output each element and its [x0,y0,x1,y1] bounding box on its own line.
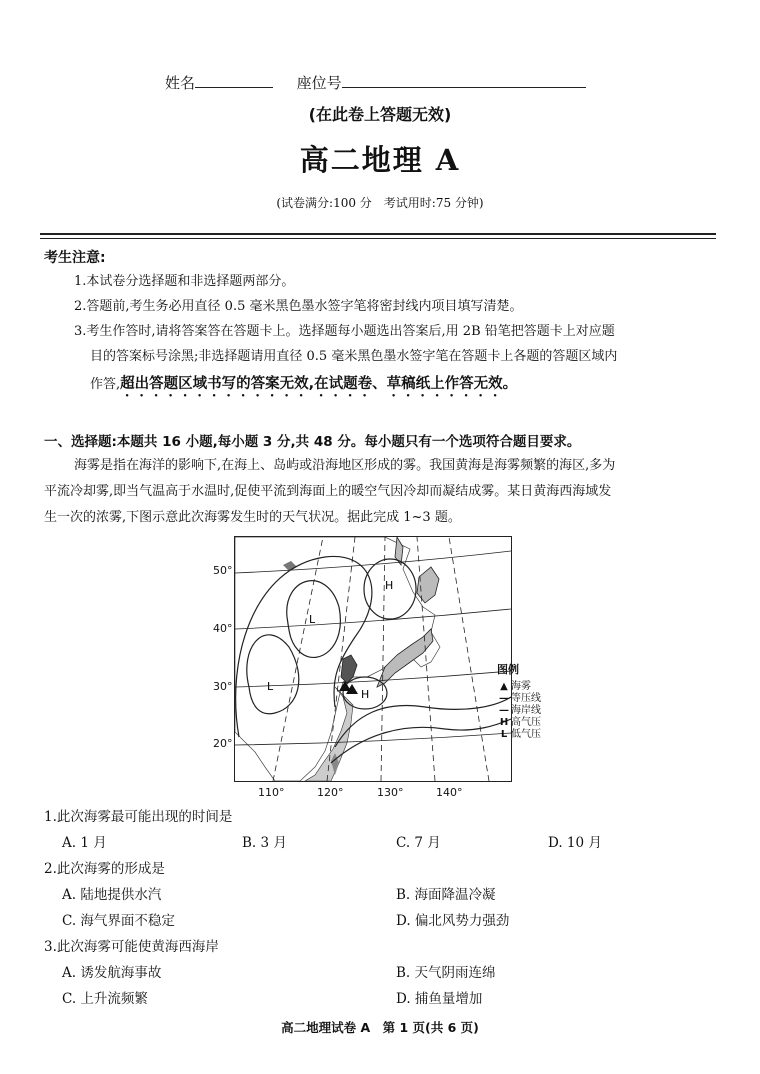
question-3-option-b[interactable]: B. 天气阴雨连绵 [396,965,496,981]
notice-item-3-cont: 目的答案标号涂黑;非选择题请用直径 0.5 毫米黑色墨水签字笔在答题卡上各题的答题区域内 [90,349,618,364]
name-blank[interactable] [195,73,273,88]
passage-line-2: 平流冷却雾,即当气温高于水温时,促使平流到海面上的暖空气因冷却而凝结成雾。某日黄海西海域发 [44,484,612,499]
high-center-north: H [385,579,394,592]
legend-item-fog: ▲ 海雾 [497,681,541,693]
high-pressure-icon: H [499,717,509,728]
high-center-south: H [361,688,370,701]
header-rule-thin [40,238,716,239]
question-2-option-b[interactable]: B. 海面降温冷凝 [396,887,496,903]
seat-label: 座位号 [296,74,342,92]
lat-label-50: 50° [213,564,233,577]
low-center-west: L [267,680,274,693]
notice-item-3-end-text: 作答, [90,377,121,392]
passage-line-3: 生一次的浓雾,下图示意此次海雾发生时的天气状况。据此完成 1~3 题。 [44,510,461,525]
question-1-option-c[interactable]: C. 7 月 [396,835,441,851]
japan-north [417,567,439,603]
legend-item-low: L 低气压 [497,729,541,741]
name-label: 姓名 [165,74,196,92]
exam-subtitle: (试卷满分:100 分 考试用时:75 分钟) [276,196,484,210]
question-1-option-b[interactable]: B. 3 月 [242,835,287,851]
question-2-option-a[interactable]: A. 陆地提供水汽 [62,887,162,903]
isobar-outer-3 [331,719,511,763]
passage-line-1: 海雾是指在海洋的影响下,在海上、岛屿或沿海地区形成的雾。我国黄海是海雾频繁的海区,多为 [74,458,616,473]
student-info-line [165,72,586,93]
lat-30 [235,671,511,687]
legend-item-high: H 高气压 [497,717,541,729]
question-3-option-c[interactable]: C. 上升流频繁 [62,991,148,1007]
lon-label-110: 110° [258,786,285,799]
legend-item-isobar: — 等压线 [499,693,541,704]
notice-item-3-end [90,374,517,400]
question-1-option-a[interactable]: A. 1 月 [62,835,107,851]
isobar-line-icon: — [499,693,509,704]
question-2-option-d[interactable]: D. 偏北风势力强劲 [396,913,510,929]
header-rule-thick [40,233,716,235]
low-pressure-icon: L [500,729,508,740]
notice-emphasis: 超出答题区域书写的答案无效,在试题卷、草稿纸上作答无效。 [120,376,518,392]
notice-heading: 考生注意: [44,250,106,266]
page-title: 高二地理 A [299,143,461,177]
map-legend [497,664,541,741]
weather-map-svg [235,537,511,781]
question-1-stem: 1.此次海雾最可能出现的时间是 [44,809,233,825]
question-3-option-a[interactable]: A. 诱发航海事故 [62,965,162,981]
weather-map [234,536,512,782]
coastline-line-icon: — [499,705,509,716]
lat-label-40: 40° [213,622,233,635]
notice-item-2: 2.答题前,考生务必用直径 0.5 毫米黑色墨水签字笔将密封线内项目填写清楚。 [74,299,523,314]
fog-triangle-icon: ▲ [500,681,508,692]
lat-label-30: 30° [213,680,233,693]
legend-item-coastline: — 海岸线 [499,705,541,716]
question-3-stem: 3.此次海雾可能使黄海西海岸 [44,939,219,955]
lat-20 [235,733,511,745]
question-1-option-d[interactable]: D. 10 月 [548,835,602,851]
lon-label-120: 120° [317,786,344,799]
notice-item-1: 1.本试卷分选择题和非选择题两部分。 [74,274,295,289]
island-small [283,561,297,571]
notice-item-3: 3.考生作答时,请将答案答在答题卡上。选择题每小题选出答案后,用 2B 铅笔把答题卡上对应题 [74,324,615,339]
lat-label-20: 20° [213,737,233,750]
question-3-option-d[interactable]: D. 捕鱼量增加 [396,991,483,1007]
seat-blank[interactable] [342,73,586,88]
page-footer: 高二地理试卷 A 第 1 页(共 6 页) [281,1020,479,1035]
low-center-north: L [309,613,316,626]
isobar-outer-2 [335,697,511,747]
question-2-option-c[interactable]: C. 海气界面不稳定 [62,913,175,929]
isobar-low-west [247,635,299,714]
section-heading: 一、选择题:本题共 16 小题,每小题 3 分,共 48 分。每小题只有一个选项符合题目要求。 [44,434,581,450]
legend-title: 图例 [497,663,519,676]
question-2-stem: 2.此次海雾的形成是 [44,861,165,877]
lon-label-130: 130° [377,786,404,799]
lon-label-140: 140° [436,786,463,799]
invalid-note: (在此卷上答题无效) [308,105,452,124]
